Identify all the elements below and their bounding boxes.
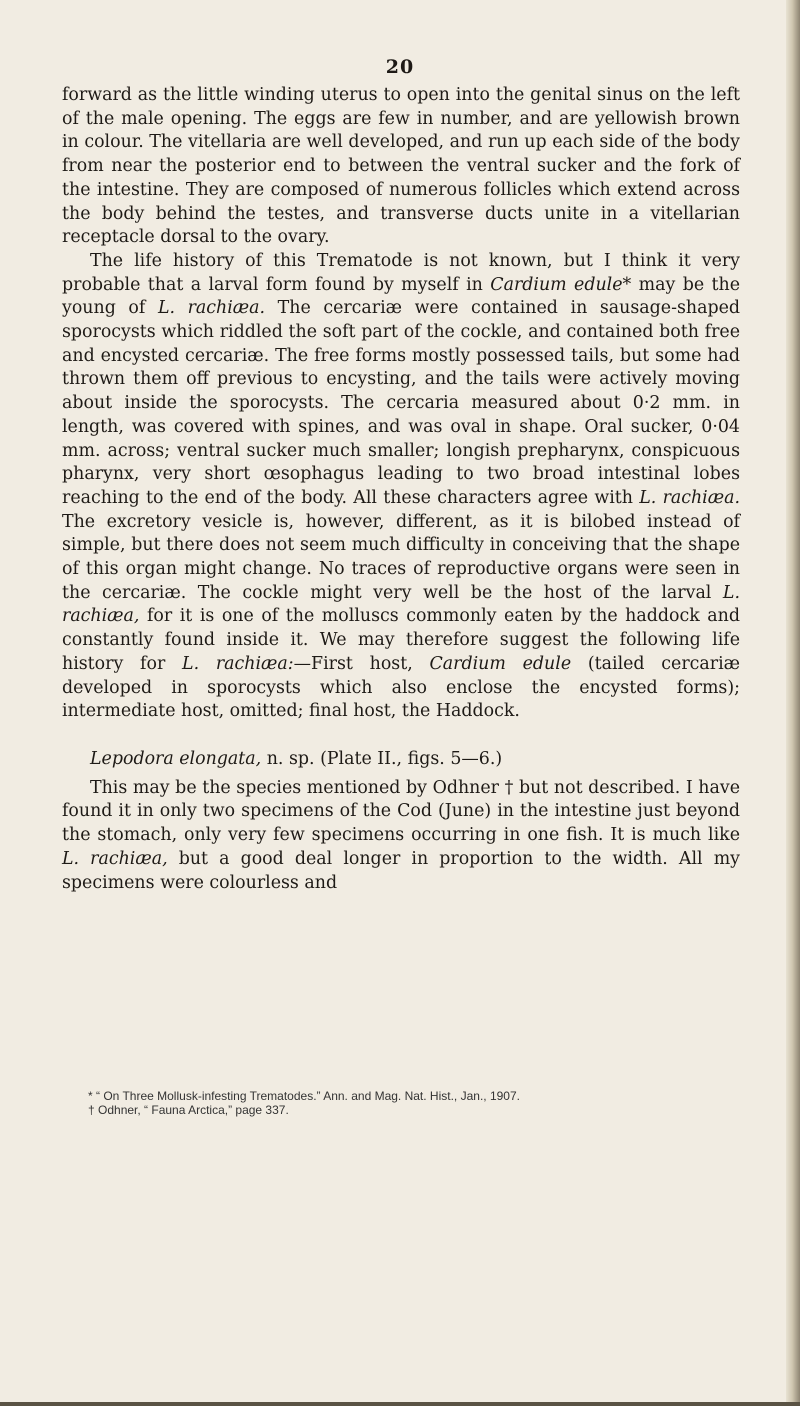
italic-species-name: L. rachiæa, xyxy=(62,848,168,869)
species-heading-rest: n. sp. (Plate II., figs. 5—6.) xyxy=(261,748,503,769)
text-run: forward as the little winding uterus to open into the genital sinus on the left of the male opening. The eggs are few in number, and are yellowish brown in colour. The vitellaria are well developed, and run up each side of the body from near the posterior end to between the ventral sucker and the fork of the intestine. They are composed of numerous follicles which extend across the body behind the testes, and transverse ducts unite in a vitellarian receptacle dorsal to the ovary. xyxy=(62,85,740,248)
footnote: † Odhner, “ Fauna Arctica,” page 337. xyxy=(88,1103,289,1117)
text-run: (tailed cercariæ developed in sporocysts which also enclose the encysted forms); intermediate host, omitted; final host, the Haddock. xyxy=(62,653,740,722)
page-edge-shadow xyxy=(786,0,800,1406)
species-heading-name: Lepodora elongata, xyxy=(90,748,262,769)
paragraph xyxy=(62,84,740,250)
italic-species-name: Cardium edule* xyxy=(490,274,632,295)
footnotes xyxy=(88,1089,748,1117)
text-run: —First host, xyxy=(293,653,430,674)
italic-species-name: L. rachiæa. xyxy=(639,487,740,508)
italic-species-name: Cardium edule xyxy=(429,653,572,674)
italic-species-name: L. rachiæa, xyxy=(62,582,740,627)
paragraph xyxy=(62,250,740,724)
text-run: The excretory vesicle is, however, different, as it is bilobed instead of simple, but there does not seem much difficulty in conceiving that the shape of this organ might change. No traces of reproductive organs were seen in the cercariæ. The cockle might very well be the host of the larval xyxy=(62,511,740,603)
species-heading xyxy=(62,748,740,772)
text-run: This may be the species mentioned by Odhner † but not described. I have found it in only two specimens of the Cod (June) in the intestine just beyond the stomach, only very few specimens occurring in one fish. It is much like xyxy=(62,777,740,846)
footnote: * “ On Three Mollusk-infesting Trematodes.” Ann. and Mag. Nat. Hist., Jan., 1907. xyxy=(88,1089,520,1103)
text-run: The cercariæ were contained in sausage-shaped sporocysts which riddled the soft part of the cockle, and contained both free and encysted cercariæ. The free forms mostly possessed tails, but some had thrown them off previous to encysting, and the tails were actively moving about inside the sporocysts. The cercaria measured about 0·2 mm. in length, was covered with spines, and was oval in shape. Oral sucker, 0·04 mm. across; ventral sucker much smaller; longish prepharynx, conspicuous pharynx, very short œsophagus leading to two broad intestinal lobes reaching to the end of the body. All these characters agree with xyxy=(62,298,741,508)
text-run: for it is one of the molluscs commonly eaten by the haddock and constantly found inside it. We may therefore suggest the following life history for xyxy=(62,606,740,674)
page-number: 20 xyxy=(385,56,415,78)
body-text xyxy=(62,84,740,895)
italic-species-name: L. rachiæa: xyxy=(182,653,294,674)
text-run: may be the young of xyxy=(62,274,740,319)
text-run: but a good deal longer in proportion to the width. All my specimens were colourless and xyxy=(62,848,741,893)
text-run: The life history of this Trematode is not known, but I think it very probable that a larval form found by myself in xyxy=(62,250,740,295)
paragraph xyxy=(62,777,740,896)
page-bottom-edge xyxy=(0,1402,800,1406)
italic-species-name: L. rachiæa. xyxy=(157,298,266,319)
